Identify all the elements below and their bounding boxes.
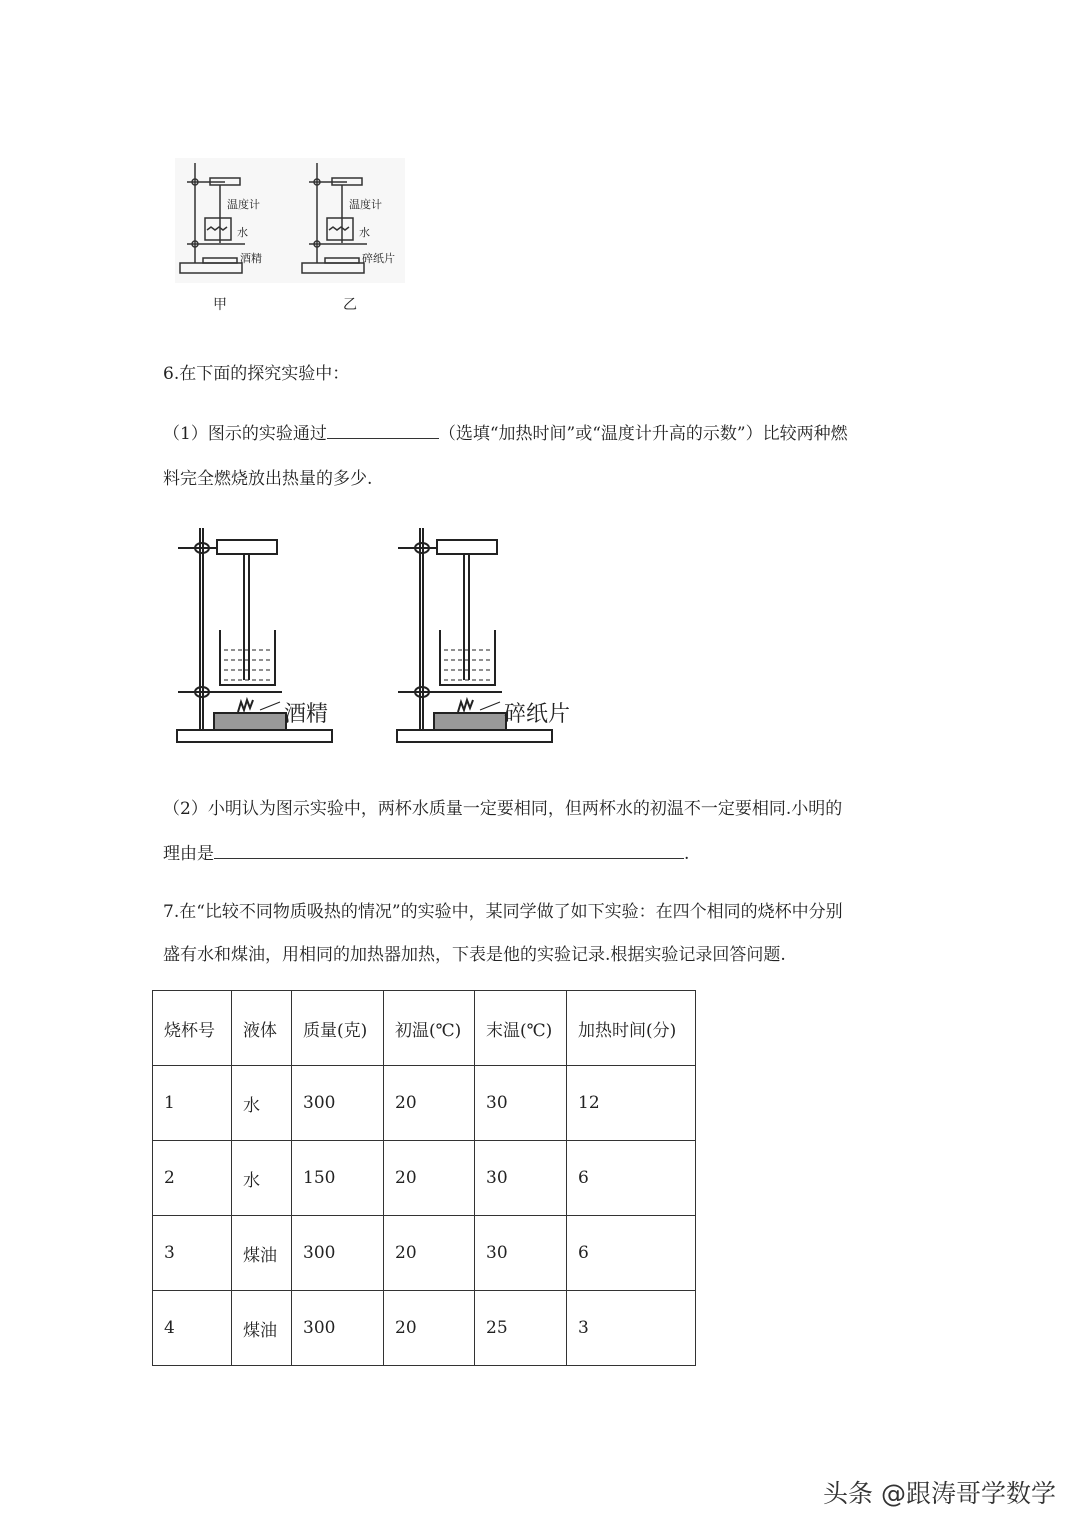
table-cell: 水: [232, 1141, 292, 1216]
table-cell: 12: [567, 1066, 696, 1141]
part1-text-a: （1）图示的实验通过: [163, 424, 327, 444]
thermometer-label: 温度计: [349, 198, 382, 211]
table-cell: 3: [567, 1291, 696, 1366]
fuel-label: 碎纸片: [362, 252, 395, 265]
table-header: 初温(℃): [384, 991, 475, 1066]
table-header: 烧杯号: [153, 991, 232, 1066]
fuel-label: 酒精: [240, 252, 262, 265]
part2-text-b: 理由是: [163, 844, 214, 864]
table-cell: 煤油: [232, 1216, 292, 1291]
fuel-label-paper: 碎纸片: [504, 702, 571, 727]
question-6-part1: [163, 419, 848, 444]
table-cell: 25: [475, 1291, 567, 1366]
question-7-line2: 盛有水和煤油，用相同的加热器加热，下表是他的实验记录.根据实验记录回答问题.: [163, 945, 786, 965]
table-cell: 30: [475, 1216, 567, 1291]
answer-blank-2[interactable]: [214, 842, 684, 859]
table-cell: 20: [384, 1216, 475, 1291]
table-cell: 300: [292, 1216, 384, 1291]
thermometer-label: 温度计: [227, 198, 260, 211]
large-apparatus-figure: [172, 520, 592, 755]
table-cell: 3: [153, 1216, 232, 1291]
experiment-record-table: [152, 990, 696, 1366]
table-cell: 6: [567, 1141, 696, 1216]
question-7-line1: 7.在“比较不同物质吸热的情况”的实验中，某同学做了如下实验：在四个相同的烧杯中分别: [163, 902, 843, 922]
table-row: [153, 1066, 696, 1141]
question-6-title: 6.在下面的探究实验中：: [163, 364, 350, 384]
question-6-part2-cont: [163, 839, 689, 864]
table-cell: 20: [384, 1066, 475, 1141]
part1-text-b: （选填“加热时间”或“温度计升高的示数”）比较两种燃: [438, 424, 848, 444]
table-cell: 2: [153, 1141, 232, 1216]
table-cell: 30: [475, 1066, 567, 1141]
table-row: [153, 1216, 696, 1291]
fuel-label-alcohol: 酒精: [284, 702, 329, 727]
answer-blank-1[interactable]: [327, 422, 439, 439]
table-row: [153, 1291, 696, 1366]
table-header: 加热时间(分): [567, 991, 696, 1066]
small-apparatus-figure: [175, 158, 405, 318]
table-cell: 300: [292, 1066, 384, 1141]
table-row: [153, 1141, 696, 1216]
table-header-row: [153, 991, 696, 1066]
question-6-part2: （2）小明认为图示实验中，两杯水质量一定要相同，但两杯水的初温不一定要相同.小明的: [163, 799, 843, 819]
table-header: 末温(℃): [475, 991, 567, 1066]
water-label: 水: [237, 226, 248, 239]
table-cell: 煤油: [232, 1291, 292, 1366]
table-cell: 30: [475, 1141, 567, 1216]
caption-jia: 甲: [213, 297, 227, 313]
table-header: 质量(克): [292, 991, 384, 1066]
water-label: 水: [359, 226, 370, 239]
table-header: 液体: [232, 991, 292, 1066]
table-cell: 300: [292, 1291, 384, 1366]
table-cell: 20: [384, 1141, 475, 1216]
table-cell: 水: [232, 1066, 292, 1141]
table-cell: 4: [153, 1291, 232, 1366]
question-6-part1-cont: 料完全燃烧放出热量的多少.: [163, 469, 373, 489]
part2-end: .: [684, 844, 690, 864]
caption-yi: 乙: [343, 297, 357, 313]
table-cell: 150: [292, 1141, 384, 1216]
table-cell: 1: [153, 1066, 232, 1141]
table-cell: 20: [384, 1291, 475, 1366]
watermark: 头条 @跟涛哥学数学: [823, 1479, 1056, 1508]
table-cell: 6: [567, 1216, 696, 1291]
